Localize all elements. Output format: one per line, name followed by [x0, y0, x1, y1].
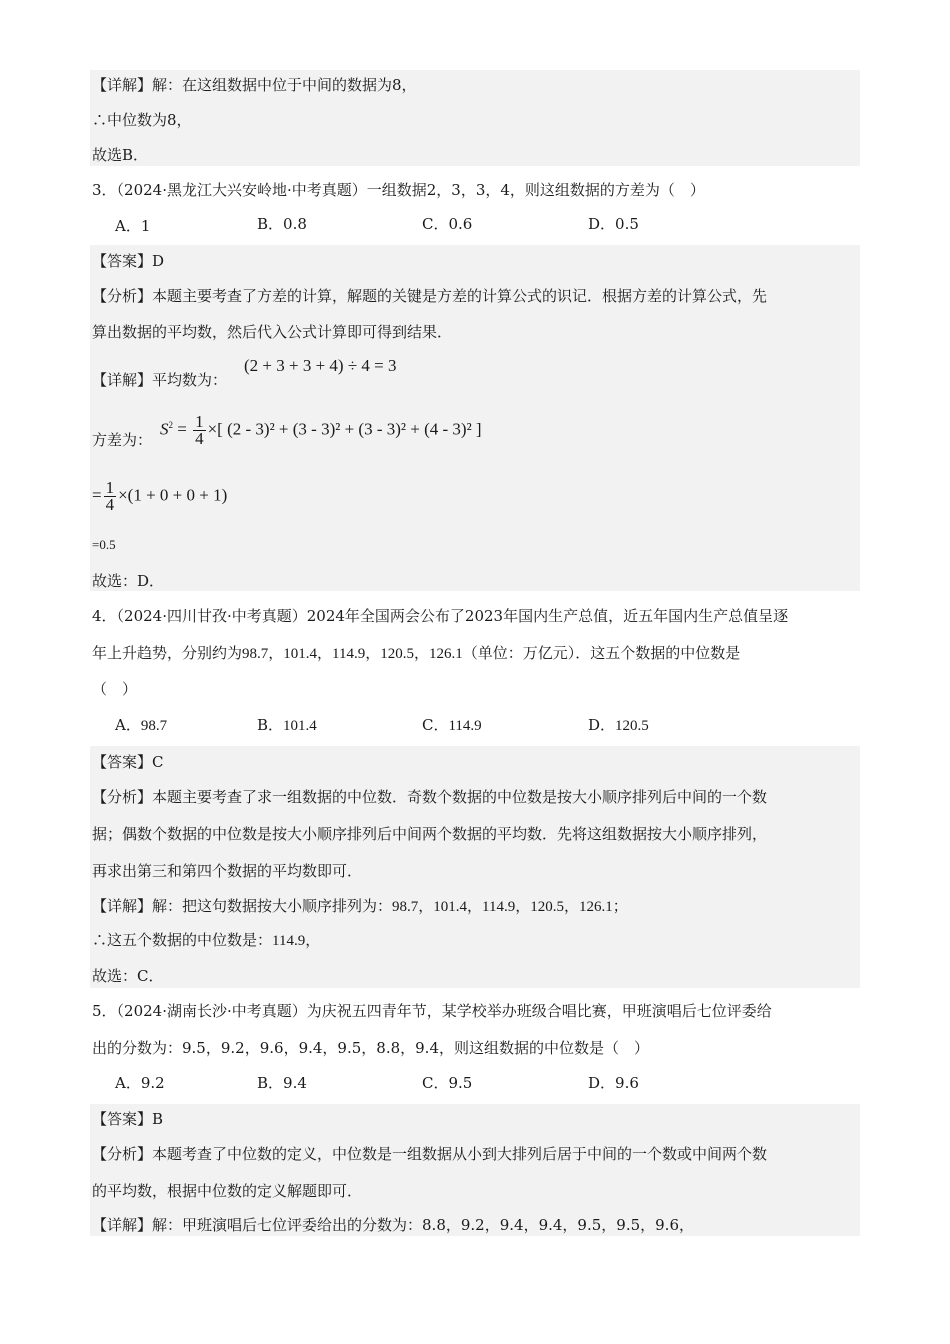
q4-analysis-line3: 再求出第三和第四个数据的平均数即可．: [92, 862, 363, 880]
q5-stem-line1: 5．（2024·湖南长沙·中考真题）为庆祝五四青年节，某学校举办班级合唱比赛，甲班演唱后七位评委给: [92, 1002, 772, 1020]
q3-step2-formula: = $\frac{1}{4}$ ×(1 + 0 + 0 + 1): [92, 478, 228, 514]
q3-detail-label: 【详解】平均数为：: [92, 371, 228, 389]
q4-option-b: B．101.4: [257, 716, 317, 734]
fraction-one-quarter-2: $\frac{1}{4}$: [105, 478, 115, 514]
variance-exponent: 2: [168, 419, 173, 430]
q3-option-b: B．0.8: [257, 215, 307, 233]
q5-detail: 【详解】解：甲班演唱后七位评委给出的分数为：8.8，9.2，9.4，9.4，9.5，9.5，9.6，: [92, 1216, 694, 1234]
q4-option-c: C．114.9: [422, 716, 482, 734]
q5-analysis-line1: 【分析】本题考查了中位数的定义，中位数是一组数据从小到大排列后居于中间的一个数或中间两个数: [92, 1145, 768, 1163]
q3-variance-label: 方差为：: [92, 431, 153, 449]
q3-analysis-line2: 算出数据的平均数，然后代入公式计算即可得到结果．: [92, 323, 453, 341]
q3-mean-formula: (2 + 3 + 3 + 4) ÷ 4 = 3: [244, 356, 397, 375]
q5-option-c: C．9.5: [422, 1074, 473, 1092]
q4-choose: 故选：C．: [92, 967, 164, 985]
variance-terms: ×[ (2 - 3)² + (3 - 3)² + (3 - 3)² + (4 - 3)² ]: [207, 419, 482, 439]
q5-analysis-line2: 的平均数，根据中位数的定义解题即可．: [92, 1182, 363, 1200]
q2-therefore: ∴中位数为8，: [92, 111, 192, 129]
q5-answer: 【答案】B: [92, 1110, 164, 1128]
q4-analysis-line1: 【分析】本题主要考查了求一组数据的中位数．奇数个数据的中位数是按大小顺序排列后中间的一个数: [92, 788, 768, 806]
q3-option-c: C．0.6: [422, 215, 473, 233]
q3-variance-formula: $S^2$ = $\frac{1}{4}$ ×[ (2 - 3)² + (3 - 3)² + (3 - 3)² + (4 - 3)² ]: [160, 412, 482, 448]
step2-terms: ×(1 + 0 + 0 + 1): [118, 485, 228, 505]
q3-step3: =0.5: [92, 537, 116, 552]
q5-stem-line2: 出的分数为：9.5，9.2，9.6，9.4，9.5，8.8，9.4，则这组数据的中位数是（ ）: [92, 1039, 649, 1057]
q4-answer: 【答案】C: [92, 753, 164, 771]
variance-symbol: S: [160, 419, 169, 439]
q3-option-a: A．1: [115, 217, 151, 235]
q4-analysis-line2: 据；偶数个数据的中位数是按大小顺序排列后中间两个数据的平均数．先将这组数据按大小顺序排列，: [92, 825, 768, 843]
fraction-one-quarter: $\frac{1}{4}$: [195, 412, 204, 448]
q3-option-d: D．0.5: [588, 215, 639, 233]
q4-option-d: D．120.5: [588, 716, 649, 734]
q3-stem: 3．（2024·黑龙江大兴安岭地·中考真题）一组数据2，3，3，4，则这组数据的方差为（ ）: [92, 181, 705, 199]
q3-answer: 【答案】D: [92, 252, 165, 270]
q4-stem-line2: 年上升趋势，分别约为98.7，101.4，114.9，120.5，126.1（单位：万亿元）．这五个数据的中位数是: [92, 644, 741, 662]
q2-choose: 故选B．: [92, 146, 149, 164]
q4-stem-line1: 4．（2024·四川甘孜·中考真题）2024年全国两会公布了2023年国内生产总值，近五年国内生产总值呈逐: [92, 607, 789, 625]
q5-option-d: D．9.6: [588, 1074, 639, 1092]
q5-option-b: B．9.4: [257, 1074, 307, 1092]
q3-analysis-line1: 【分析】本题主要考查了方差的计算，解题的关键是方差的计算公式的识记．根据方差的计算公式，先: [92, 287, 768, 305]
q3-choose: 故选：D．: [92, 572, 165, 590]
q2-detail: 【详解】解：在这组数据中位于中间的数据为8，: [92, 76, 417, 94]
q4-detail: 【详解】解：把这句数据按大小顺序排列为：98.7，101.4，114.9，120.5，126.1；: [92, 897, 628, 915]
q5-option-a: A．9.2: [115, 1074, 165, 1092]
q4-option-a: A．98.7: [115, 716, 168, 734]
q4-stem-line3: （ ）: [92, 680, 138, 698]
q4-therefore: ∴这五个数据的中位数是：114.9，: [92, 931, 321, 949]
